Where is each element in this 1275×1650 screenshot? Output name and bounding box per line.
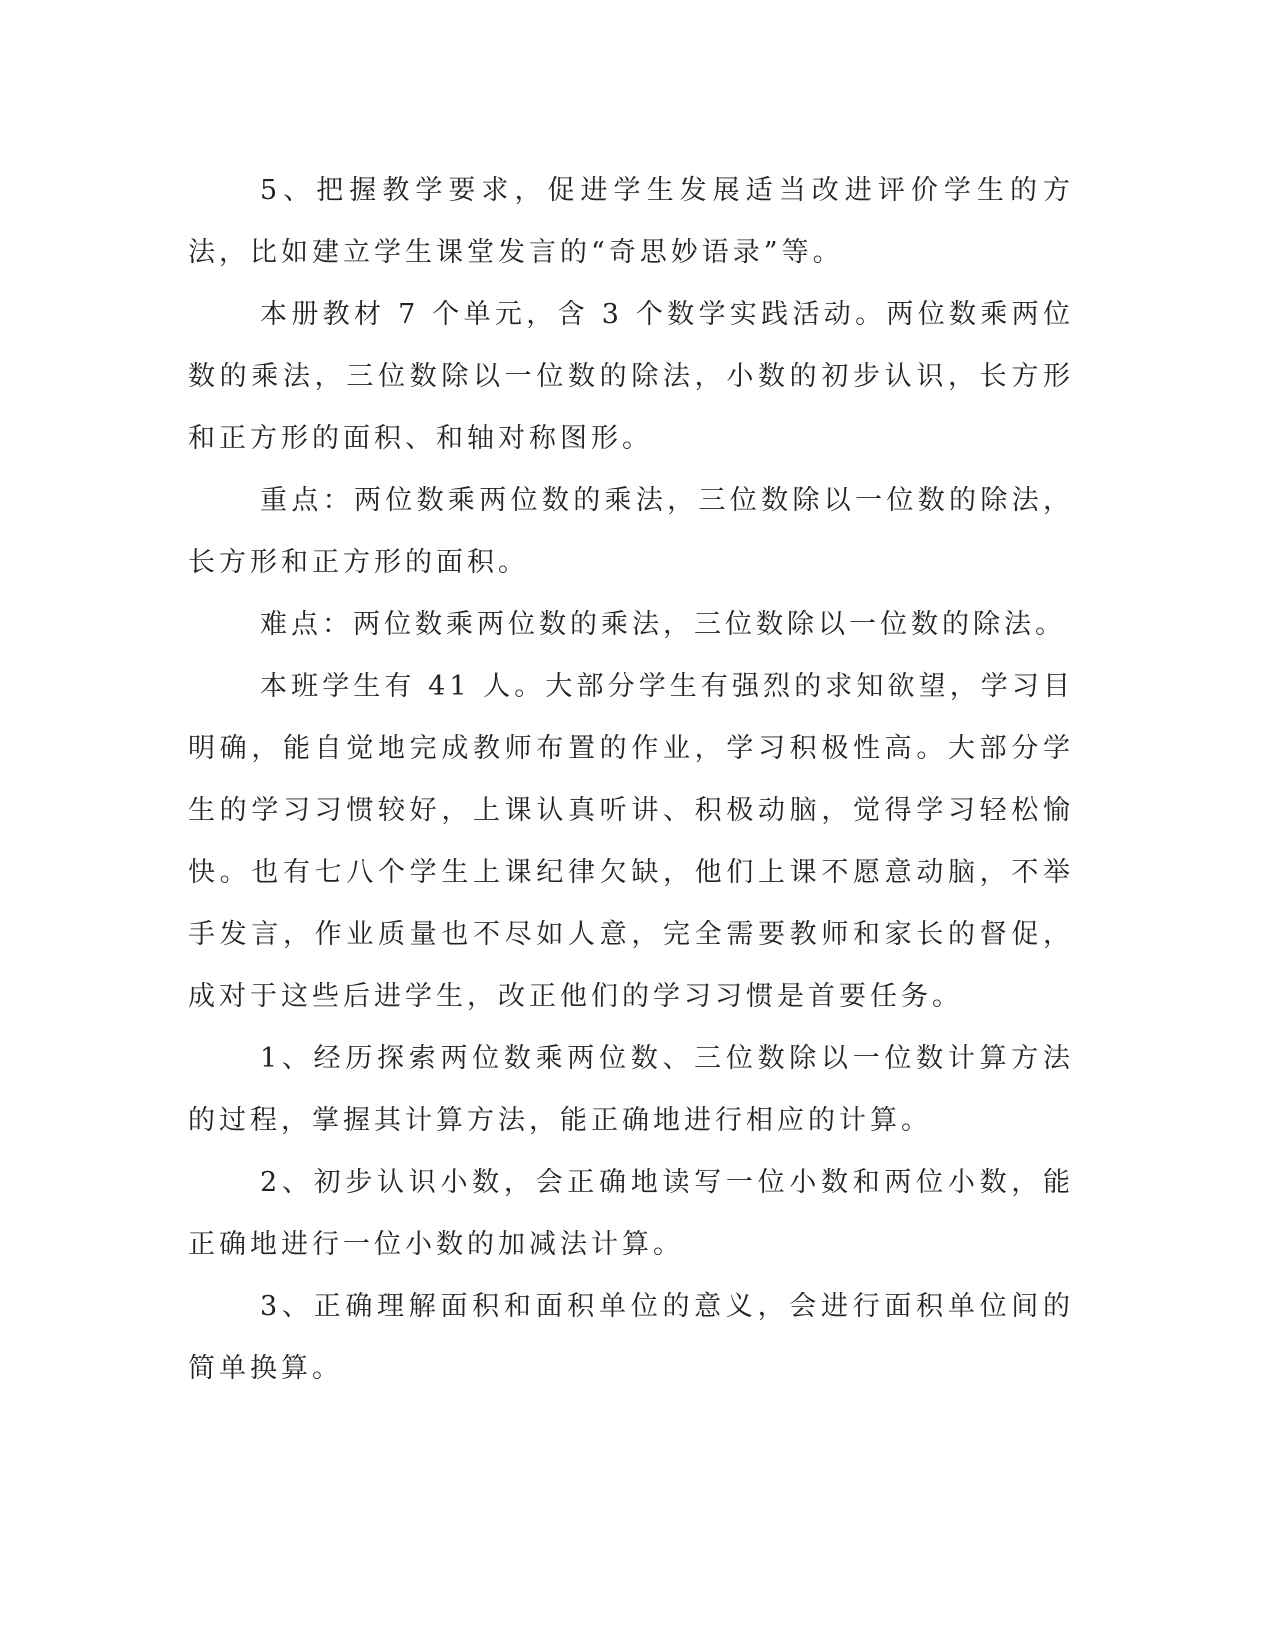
paragraph-evaluation-method: 5、把握教学要求，促进学生发展适当改进评价学生的方法，比如建立学生课堂发言的“奇思妙语录”等。 (188, 175, 1074, 268)
paragraph-goal-2: 2、初步认识小数，会正确地读写一位小数和两位小数，能正确地进行一位小数的加减法计算。 (188, 1167, 1074, 1260)
paragraph-class-situation: 本班学生有 41 人。大部分学生有强烈的求知欲望，学习目明确，能自觉地完成教师布置的作业，学习积极性高。大部分学生的学习习惯较好，上课认真听讲、积极动脑，觉得学习轻松愉快。也有七八个学生上课纪律欠缺，他们上课不愿意动脑，不举手发言，作业质量也不尽如人意，完全需要教师和家长的督促，成对于这些后进学生，改正他们的学习习惯是首要任务。 (188, 671, 1074, 1012)
paragraph-goal-3: 3、正确理解面积和面积单位的意义，会进行面积单位间的简单换算。 (188, 1291, 1074, 1384)
document-body (188, 160, 1074, 1400)
paragraph-difficult-points: 难点：两位数乘两位数的乘法，三位数除以一位数的除法。 (260, 609, 1066, 640)
paragraph-key-points: 重点：两位数乘两位数的乘法，三位数除以一位数的除法，长方形和正方形的面积。 (188, 485, 1074, 578)
paragraph-textbook-units: 本册教材 7 个单元，含 3 个数学实践活动。两位数乘两位数的乘法，三位数除以一位数的除法，小数的初步认识，长方形和正方形的面积、和轴对称图形。 (188, 299, 1074, 454)
paragraph-goal-1: 1、经历探索两位数乘两位数、三位数除以一位数计算方法的过程，掌握其计算方法，能正确地进行相应的计算。 (188, 1043, 1074, 1136)
